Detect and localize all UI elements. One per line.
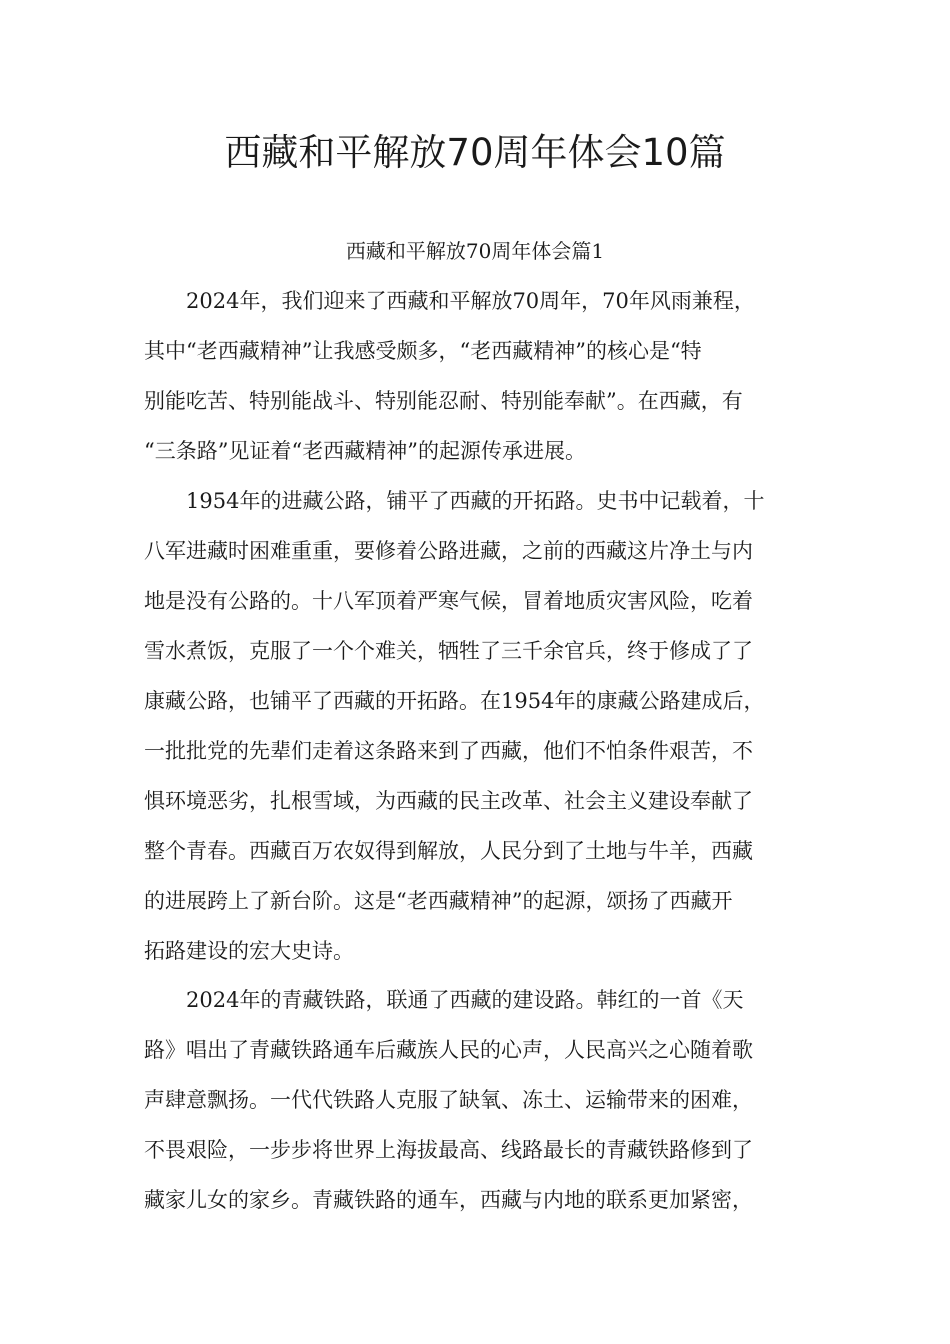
- paragraph-line: 藏家儿女的家乡。青藏铁路的通车，西藏与内地的联系更加紧密，: [144, 1188, 753, 1212]
- paragraph-line: 的进展跨上了新台阶。这是“老西藏精神”的起源，颂扬了西藏开: [144, 889, 733, 913]
- paragraph-3: [144, 975, 808, 1225]
- paragraph-line: 不畏艰险，一步步将世界上海拔最高、线路最长的青藏铁路修到了: [144, 1138, 753, 1162]
- paragraph-line: “三条路”见证着“老西藏精神”的起源传承进展。: [144, 439, 586, 463]
- paragraph-line: 八军进藏时困难重重，要修着公路进藏，之前的西藏这片净土与内: [144, 539, 753, 563]
- document-title: 西藏和平解放70周年体会10篇: [224, 131, 726, 174]
- paragraph-line: 雪水煮饭，克服了一个个难关，牺牲了三千余官兵，终于修成了了: [144, 639, 753, 663]
- paragraph-line: 一批批党的先辈们走着这条路来到了西藏，他们不怕条件艰苦，不: [144, 739, 753, 763]
- section-title: 西藏和平解放70周年体会篇1: [345, 239, 605, 263]
- paragraph-2: [144, 476, 808, 976]
- paragraph-line: 地是没有公路的。十八军顶着严寒气候，冒着地质灾害风险，吃着: [144, 589, 753, 613]
- paragraph-line: 康藏公路，也铺平了西藏的开拓路。在1954年的康藏公路建成后，: [144, 689, 765, 713]
- paragraph-line: 1954年的进藏公路，铺平了西藏的开拓路。史书中记载着，十: [186, 489, 765, 513]
- paragraph-line: 2024年的青藏铁路，联通了西藏的建设路。韩红的一首《天: [186, 988, 744, 1012]
- paragraph-1: [144, 276, 808, 476]
- paragraph-line: 整个青春。西藏百万农奴得到解放，人民分到了土地与牛羊，西藏: [144, 839, 753, 863]
- paragraph-line: 惧环境恶劣，扎根雪域，为西藏的民主改革、社会主义建设奉献了: [144, 789, 753, 813]
- paragraph-line: 路》唱出了青藏铁路通车后藏族人民的心声，人民高兴之心随着歌: [144, 1038, 753, 1062]
- paragraph-line: 其中“老西藏精神”让我感受颇多，“老西藏精神”的核心是“特: [144, 339, 702, 363]
- paragraph-line: 2024年，我们迎来了西藏和平解放70周年，70年风雨兼程，: [186, 289, 755, 313]
- paragraph-line: 拓路建设的宏大史诗。: [144, 939, 354, 963]
- paragraph-line: 声肆意飘扬。一代代铁路人克服了缺氧、冻土、运输带来的困难，: [144, 1088, 753, 1112]
- paragraph-line: 别能吃苦、特别能战斗、特别能忍耐、特别能奉献”。在西藏，有: [144, 389, 743, 413]
